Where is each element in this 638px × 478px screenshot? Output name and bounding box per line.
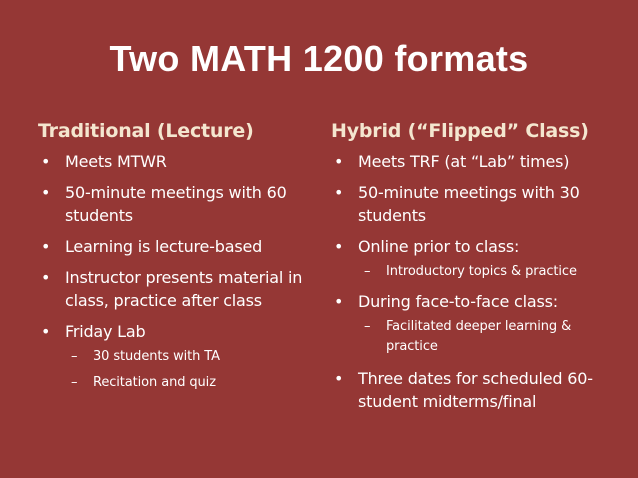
list-item-text: 50-minute meetings with 60 students — [65, 183, 287, 225]
bullet-icon: • — [334, 152, 344, 171]
list-item — [38, 266, 318, 312]
list-item — [38, 150, 318, 173]
bullet-icon: • — [41, 268, 51, 287]
sub-list-item — [38, 373, 318, 393]
bullet-icon: • — [41, 322, 51, 341]
list-item-text: During face-to-face class: — [358, 292, 558, 311]
list-item-text: Learning is lecture-based — [65, 237, 263, 256]
list-item-text: 50-minute meetings with 30 students — [358, 183, 580, 225]
list-item-text: Meets TRF (at “Lab” times) — [358, 152, 570, 171]
sub-list-item — [331, 317, 621, 357]
list-item — [331, 235, 621, 258]
bullet-icon: • — [41, 237, 51, 256]
list-item-text: Online prior to class: — [358, 237, 520, 256]
dash-icon: – — [71, 349, 78, 364]
bullet-icon: • — [334, 183, 344, 202]
list-item — [38, 235, 318, 258]
bullet-icon: • — [41, 183, 51, 202]
bullet-icon: • — [334, 292, 344, 311]
list-item-text: Three dates for scheduled 60-student midterms/final — [358, 369, 593, 411]
bullet-icon: • — [334, 237, 344, 256]
sub-list-item-text: Introductory topics & practice — [386, 264, 577, 279]
traditional-heading: Traditional (Lecture) — [38, 120, 254, 142]
dash-icon: – — [71, 375, 78, 390]
hybrid-heading: Hybrid (“Flipped” Class) — [331, 120, 589, 142]
list-item — [38, 320, 318, 343]
hybrid-column — [331, 120, 621, 421]
dash-icon: – — [364, 264, 371, 279]
list-item-text: Meets MTWR — [65, 152, 167, 171]
traditional-column — [38, 120, 318, 399]
bullet-icon: • — [41, 152, 51, 171]
traditional-list — [38, 150, 318, 393]
list-item-text: Friday Lab — [65, 322, 146, 341]
list-item — [331, 367, 621, 413]
sub-list-item — [38, 347, 318, 367]
hybrid-list — [331, 150, 621, 413]
list-item — [331, 181, 621, 227]
sub-list-item-text: 30 students with TA — [93, 349, 220, 364]
list-item — [331, 290, 621, 313]
list-item-text: Instructor presents material in class, practice after class — [65, 268, 303, 310]
sub-list-item-text: Recitation and quiz — [93, 375, 216, 390]
sub-list-item — [331, 262, 621, 282]
list-item — [331, 150, 621, 173]
list-item — [38, 181, 318, 227]
dash-icon: – — [364, 319, 371, 334]
sub-list-item-text: Facilitated deeper learning & practice — [386, 319, 572, 354]
bullet-icon: • — [334, 369, 344, 388]
slide-title: Two MATH 1200 formats — [109, 38, 529, 79]
